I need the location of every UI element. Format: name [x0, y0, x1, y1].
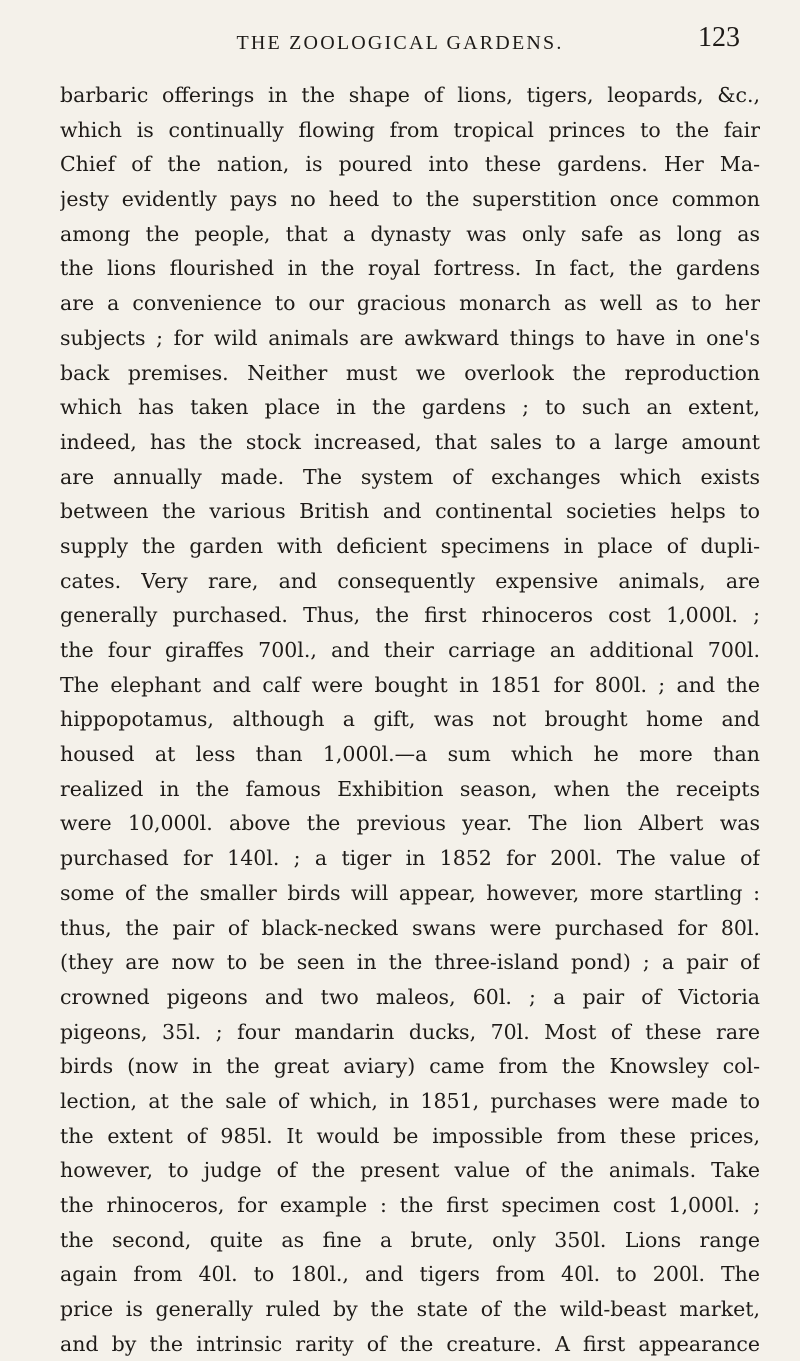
text-line: and by the intrinsic rarity of the creature. A first appearance — [60, 1331, 760, 1356]
text-line: among the people, that a dynasty was only safe as long as — [60, 221, 760, 246]
text-line: however, to judge of the present value of the animals. Take — [60, 1158, 760, 1183]
text-line: between the various British and continental societies helps to — [60, 499, 760, 524]
text-line: realized in the famous Exhibition season, when the receipts — [60, 776, 760, 801]
text-line: back premises. Neither must we overlook the reproduction — [60, 360, 760, 385]
text-line: thus, the pair of black-necked swans were purchased for 80l. — [60, 915, 760, 940]
text-line: are a convenience to our gracious monarch as well as to her — [60, 291, 760, 316]
text-line: supply the garden with deficient specimens in place of dupli- — [60, 533, 760, 558]
text-line: lection, at the sale of which, in 1851, purchases were made to — [60, 1088, 760, 1113]
text-line: cates. Very rare, and consequently expensive animals, are — [60, 568, 760, 593]
body-text — [60, 78, 760, 1361]
text-line: (they are now to be seen in the three-island pond) ; a pair of — [60, 950, 760, 975]
text-line: crowned pigeons and two maleos, 60l. ; a pair of Victoria — [60, 984, 760, 1009]
text-line: which is continually flowing from tropical princes to the fair — [60, 117, 760, 142]
text-line: the lions flourished in the royal fortress. In fact, the gardens — [60, 256, 760, 281]
text-line: again from 40l. to 180l., and tigers from 40l. to 200l. The — [60, 1262, 760, 1287]
running-title: THE ZOOLOGICAL GARDENS. — [236, 32, 564, 54]
text-line: subjects ; for wild animals are awkward things to have in one's — [60, 325, 760, 350]
text-line: the extent of 985l. It would be impossible from these prices, — [60, 1123, 760, 1148]
text-line: the rhinoceros, for example : the first specimen cost 1,000l. ; — [60, 1193, 760, 1217]
running-head — [0, 22, 800, 60]
text-line: pigeons, 35l. ; four mandarin ducks, 70l. Most of these rare — [60, 1019, 760, 1044]
text-line: barbaric offerings in the shape of lions, tigers, leopards, &c., — [60, 83, 760, 107]
text-line: the four giraffes 700l., and their carriage an additional 700l. — [60, 638, 760, 662]
text-line: indeed, has the stock increased, that sales to a large amount — [60, 429, 760, 454]
text-line: price is generally ruled by the state of the wild-beast market, — [60, 1297, 760, 1322]
text-line: are annually made. The system of exchanges which exists — [60, 464, 760, 489]
text-line: which has taken place in the gardens ; to such an extent, — [60, 395, 760, 420]
text-line: housed at less than 1,000l.—a sum which he more than — [60, 742, 760, 767]
text-line: some of the smaller birds will appear, however, more startling : — [60, 880, 760, 905]
page-number: 123 — [698, 22, 740, 53]
text-line: jesty evidently pays no heed to the superstition once common — [60, 187, 760, 212]
text-line: hippopotamus, although a gift, was not brought home and — [60, 707, 760, 732]
text-line: were 10,000l. above the previous year. The lion Albert was — [60, 811, 760, 836]
text-line: The elephant and calf were bought in 1851 for 800l. ; and the — [60, 672, 760, 697]
text-line: generally purchased. Thus, the first rhinoceros cost 1,000l. ; — [60, 603, 760, 628]
text-line: Chief of the nation, is poured into these gardens. Her Ma- — [60, 152, 760, 177]
text-line: birds (now in the great aviary) came from the Knowsley col- — [60, 1054, 760, 1079]
text-line: purchased for 140l. ; a tiger in 1852 for 200l. The value of — [60, 846, 760, 871]
text-line: the second, quite as fine a brute, only 350l. Lions range — [60, 1227, 760, 1252]
